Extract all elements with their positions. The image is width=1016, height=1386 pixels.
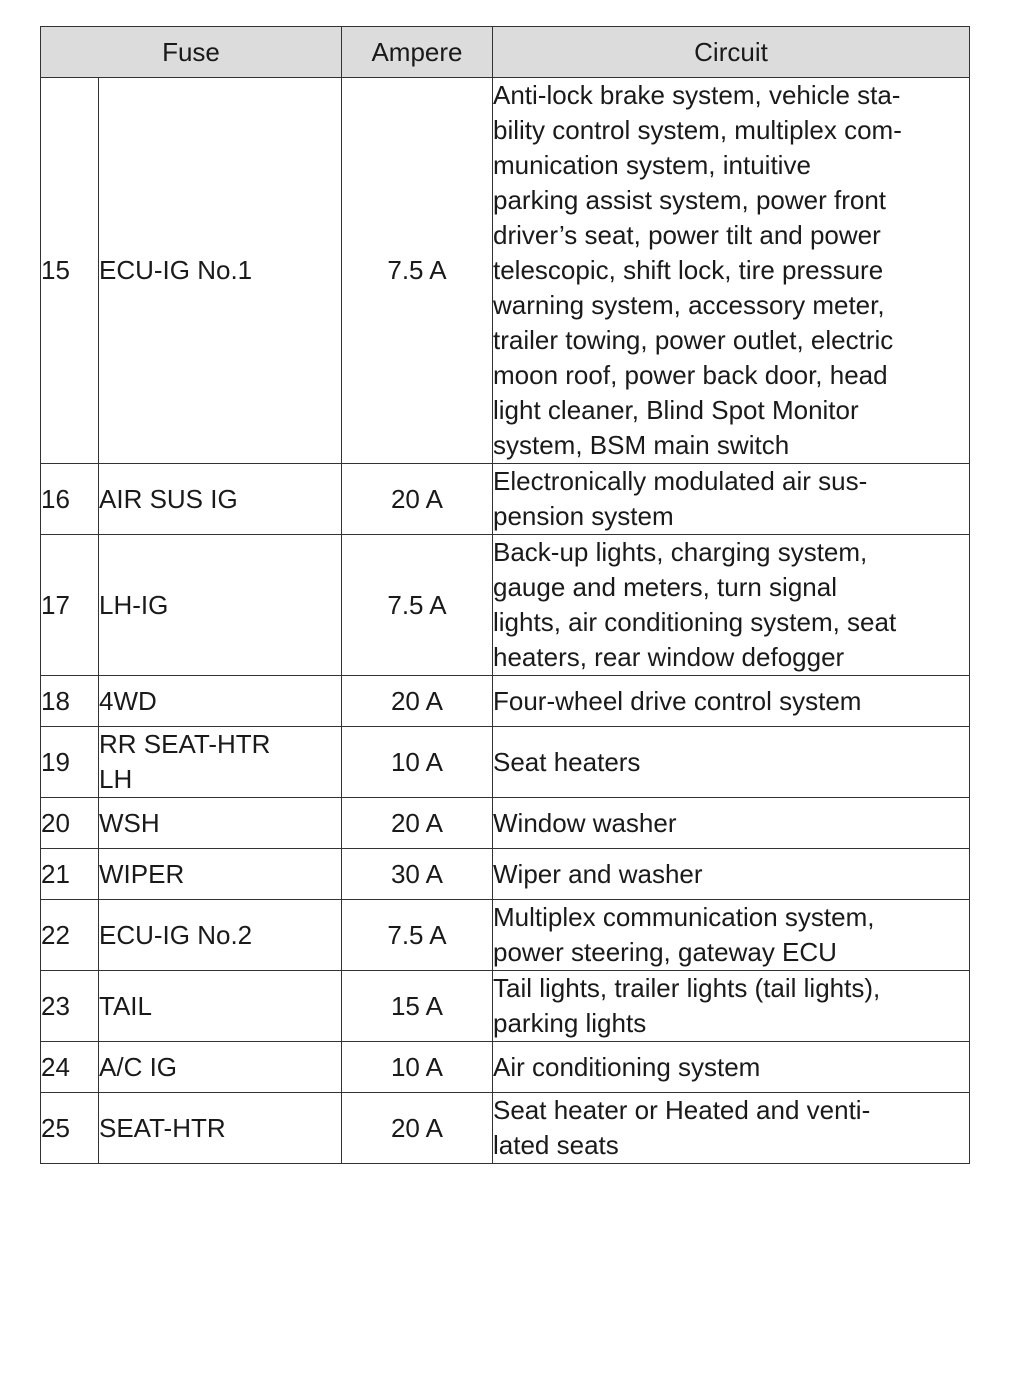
- fuse-number: 16: [41, 464, 99, 535]
- fuse-ampere: 20 A: [342, 676, 493, 727]
- table-row: [41, 900, 970, 971]
- fuse-circuit: [493, 676, 970, 727]
- fuse-number: 15: [41, 78, 99, 464]
- fuse-name-line: AIR SUS IG: [99, 483, 238, 514]
- circuit-line: system, BSM main switch: [493, 430, 790, 460]
- fuse-number: 20: [41, 798, 99, 849]
- table-row: [41, 1093, 970, 1164]
- fuse-ampere: 20 A: [342, 1093, 493, 1164]
- circuit-line: parking lights: [493, 1008, 647, 1038]
- circuit-line: light cleaner, Blind Spot Monitor: [493, 395, 859, 425]
- circuit-line: Seat heaters: [493, 746, 641, 777]
- circuit-line: Four-wheel drive control system: [493, 685, 862, 716]
- fuse-circuit: [493, 727, 970, 798]
- fuse-ampere: 10 A: [342, 1042, 493, 1093]
- fuse-name-line: A/C IG: [99, 1051, 178, 1082]
- fuse-number: 19: [41, 727, 99, 798]
- fuse-name-line: TAIL: [99, 990, 152, 1021]
- fuse-ampere: 7.5 A: [342, 78, 493, 464]
- circuit-line: Multiplex communication system,: [493, 902, 875, 932]
- fuse-ampere: 7.5 A: [342, 535, 493, 676]
- fuse-circuit: [493, 464, 970, 535]
- fuse-name: [99, 1042, 342, 1093]
- fuse-ampere: 10 A: [342, 727, 493, 798]
- fuse-name: [99, 971, 342, 1042]
- circuit-line: pension system: [493, 501, 674, 531]
- fuse-number: 18: [41, 676, 99, 727]
- header-row: [41, 27, 970, 78]
- table-row: [41, 798, 970, 849]
- fuse-name: [99, 676, 342, 727]
- header-fuse: Fuse: [41, 27, 342, 78]
- fuse-circuit: [493, 971, 970, 1042]
- fuse-circuit: [493, 1042, 970, 1093]
- circuit-line: Electronically modulated air sus-: [493, 466, 868, 496]
- header-circuit: Circuit: [493, 27, 970, 78]
- table-row: [41, 78, 970, 464]
- circuit-line: warning system, accessory meter,: [493, 290, 885, 320]
- fuse-name-line: SEAT-HTR: [99, 1112, 226, 1143]
- table-header: [41, 27, 970, 78]
- fuse-number: 24: [41, 1042, 99, 1093]
- circuit-line: heaters, rear window defogger: [493, 642, 845, 672]
- fuse-circuit: [493, 1093, 970, 1164]
- fuse-name-line: ECU-IG No.2: [99, 919, 253, 950]
- fuse-name-line: WIPER: [99, 858, 185, 889]
- circuit-line: Wiper and washer: [493, 858, 703, 889]
- fuse-name-line: RR SEAT-HTR: [99, 729, 271, 759]
- table-row: [41, 535, 970, 676]
- fuse-name-line: ECU-IG No.1: [99, 255, 253, 285]
- circuit-line: moon roof, power back door, head: [493, 360, 888, 390]
- circuit-line: parking assist system, power front: [493, 185, 887, 215]
- fuse-number: 17: [41, 535, 99, 676]
- fuse-circuit: [493, 900, 970, 971]
- circuit-line: trailer towing, power outlet, electric: [493, 325, 894, 355]
- table-row: [41, 727, 970, 798]
- fuse-name-line: LH: [99, 764, 133, 794]
- fuse-name-line: WSH: [99, 807, 160, 838]
- fuse-name: [99, 78, 342, 464]
- fuse-circuit: [493, 798, 970, 849]
- circuit-line: Air conditioning system: [493, 1051, 761, 1082]
- table-row: [41, 971, 970, 1042]
- fuse-ampere: 15 A: [342, 971, 493, 1042]
- fuse-number: 22: [41, 900, 99, 971]
- circuit-line: Anti-lock brake system, vehicle sta-: [493, 80, 901, 110]
- fuse-name: [99, 1093, 342, 1164]
- fuse-number: 21: [41, 849, 99, 900]
- table-body: [41, 78, 970, 1164]
- circuit-line: bility control system, multiplex com-: [493, 115, 902, 145]
- fuse-name: [99, 849, 342, 900]
- fuse-ampere: 30 A: [342, 849, 493, 900]
- circuit-line: munication system, intuitive: [493, 150, 811, 180]
- fuse-name: [99, 727, 342, 798]
- circuit-line: lights, air conditioning system, seat: [493, 607, 897, 637]
- circuit-line: Seat heater or Heated and venti-: [493, 1095, 871, 1125]
- fuse-table: [40, 26, 970, 1164]
- header-ampere: Ampere: [342, 27, 493, 78]
- table-row: [41, 676, 970, 727]
- fuse-number: 25: [41, 1093, 99, 1164]
- fuse-circuit: [493, 78, 970, 464]
- fuse-name: [99, 798, 342, 849]
- circuit-line: Tail lights, trailer lights (tail lights),: [493, 973, 881, 1003]
- circuit-line: driver’s seat, power tilt and power: [493, 220, 881, 250]
- fuse-name-line: LH-IG: [99, 589, 169, 620]
- table-row: [41, 464, 970, 535]
- fuse-number: 23: [41, 971, 99, 1042]
- fuse-circuit: [493, 535, 970, 676]
- fuse-circuit: [493, 849, 970, 900]
- circuit-line: gauge and meters, turn signal: [493, 572, 837, 602]
- table-row: [41, 849, 970, 900]
- circuit-line: power steering, gateway ECU: [493, 937, 837, 967]
- fuse-ampere: 7.5 A: [342, 900, 493, 971]
- circuit-line: Window washer: [493, 807, 677, 838]
- fuse-ampere: 20 A: [342, 798, 493, 849]
- table-row: [41, 1042, 970, 1093]
- fuse-ampere: 20 A: [342, 464, 493, 535]
- fuse-name: [99, 900, 342, 971]
- fuse-name: [99, 464, 342, 535]
- circuit-line: Back-up lights, charging system,: [493, 537, 868, 567]
- circuit-line: lated seats: [493, 1130, 619, 1160]
- fuse-name-line: 4WD: [99, 685, 157, 716]
- fuse-name: [99, 535, 342, 676]
- circuit-line: telescopic, shift lock, tire pressure: [493, 255, 884, 285]
